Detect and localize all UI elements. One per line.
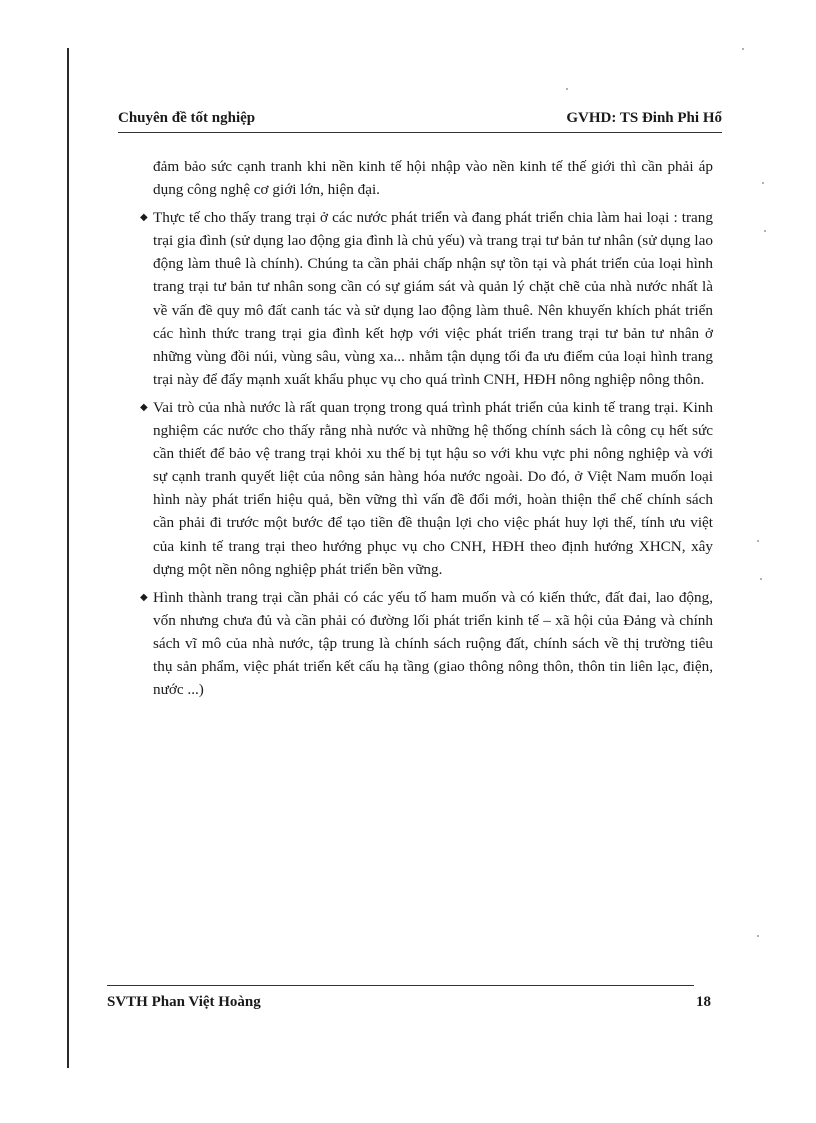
- footer-author: SVTH Phan Việt Hoàng: [107, 994, 261, 1010]
- bullet-paragraph: [118, 396, 713, 581]
- header-advisor: GVHD: TS Đinh Phi Hổ: [566, 110, 722, 126]
- left-margin-rule: [67, 48, 69, 1068]
- scan-speck: [764, 230, 766, 232]
- scan-speck: [757, 540, 759, 542]
- continuation-paragraph: đảm bảo sức cạnh tranh khi nền kinh tế hội nhập vào nền kinh tế thế giới thì cần phải áp dụng công nghệ cơ giới lớn, hiện đại.: [153, 158, 713, 199]
- header-title: Chuyên đề tốt nghiệp: [118, 110, 256, 126]
- diamond-bullet-icon: ◆: [140, 401, 148, 413]
- diamond-bullet-icon: ◆: [140, 591, 148, 603]
- footer-rule: [107, 985, 694, 986]
- diamond-bullet-icon: ◆: [140, 212, 148, 224]
- page-number: 18: [696, 994, 711, 1010]
- bullet-paragraph: [118, 586, 713, 701]
- scan-speck: [762, 182, 764, 184]
- scan-speck: [742, 48, 744, 50]
- bullet-paragraph: [118, 206, 713, 391]
- body-text: [118, 155, 713, 706]
- page-header: [118, 110, 722, 133]
- bullet-text: Hình thành trang trại cần phải có các yếu tố ham muốn và có kiến thức, đất đai, lao động, vốn nhưng chưa đủ và cần phải có đường lối phát triển kinh tế – xã hội của Đảng và chính sách vĩ mô của nhà nước, tập trung là chính sách ruộng đất, chính sách về thị trường tiêu thụ sản phẩm, việc phát triển kết cấu hạ tầng (giao thông nông thôn, thôn tin liên lạc, điện, nước ...): [153, 588, 713, 699]
- bullet-text: Thực tế cho thấy trang trại ở các nước phát triển và đang phát triển chia làm hai loại : trang trại gia đình (sử dụng lao động gia đình là chủ yếu) và trang trại tư bản tư nhân (sử dụng lao động làm thuê là chính). Chúng ta cần phải chấp nhận sự tồn tại và phát triển của loại hình trang trại tư bản tư nhân song cần có sự giám sát và quản lý chặt chẽ của nhà nước nhất là về vấn đề quy mô đất canh tác và sử dụng lao động làm thuê. Nên khuyến khích phát triển các hình thức trang trại gia đình kết hợp với việc phát triển trang trại tư bản tư nhân ở những vùng đồi núi, vùng sâu, vùng xa... nhằm tận dụng tối đa ưu điểm của loại hình trang trại này để đẩy mạnh xuất khẩu phục vụ cho quá trình CNH, HĐH nông nghiệp nông thôn.: [153, 209, 713, 388]
- bullet-text: Vai trò của nhà nước là rất quan trọng trong quá trình phát triển của kinh tế trang trại. Kinh nghiệm các nước cho thấy rằng nhà nước và những hệ thống chính sách là công cụ hết sức cần thiết để bảo vệ trang trại khỏi xu thế bị tụt hậu so với khu vực phi nông nghiệp và với sự cạnh tranh quyết liệt của nông sản hàng hóa nước ngoài. Do đó, ở Việt Nam muốn loại hình này phát triển hiệu quả, bền vững thì vấn đề đổi mới, hoàn thiện thể chế chính sách cần phải đi trước một bước để tạo tiền đề thuận lợi cho việc phát huy lợi thế, tính ưu việt của kinh tế trang trại theo hướng phục vụ cho CNH, HĐH theo định hướng XHCN, xây dựng một nền nông nghiệp phát triển bền vững.: [153, 398, 713, 578]
- scan-speck: [757, 935, 759, 937]
- scan-speck: [566, 88, 568, 90]
- scan-speck: [760, 578, 762, 580]
